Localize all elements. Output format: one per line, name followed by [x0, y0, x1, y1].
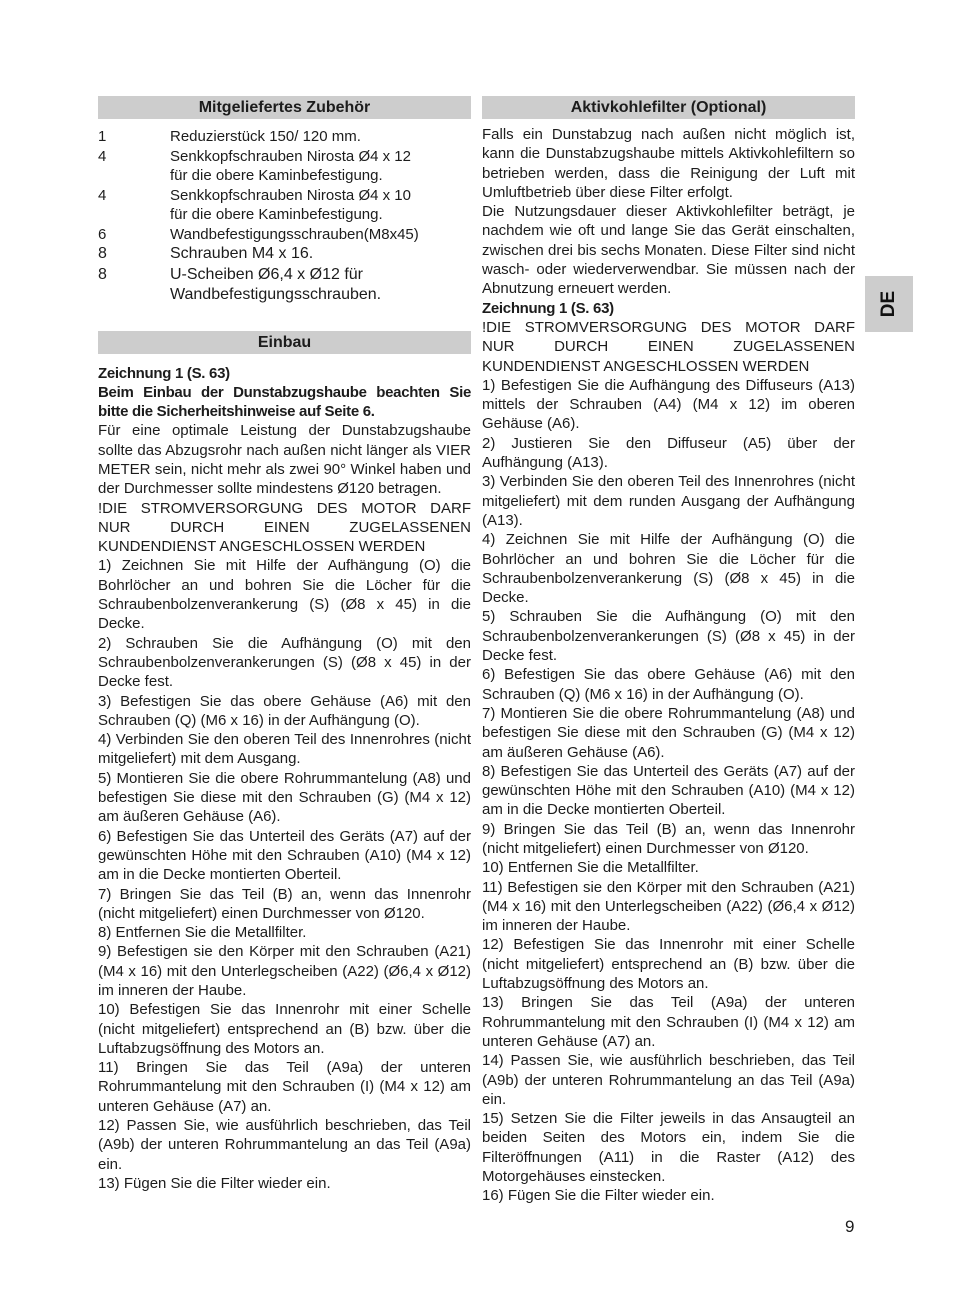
item-text: für die obere Kaminbefestigung. — [170, 167, 383, 184]
item-text: Schrauben M4 x 16. — [170, 245, 314, 262]
language-tab — [865, 276, 913, 332]
list-item — [98, 265, 471, 306]
item-qty: 8 — [98, 265, 107, 283]
list-item — [98, 186, 471, 225]
intro-paragraph: Für eine optimale Leistung der Dunstabzugshaube sollte das Abzugsrohr nach außen nicht länger als VIER METER sein, nicht mehr als zwei 90° Winkel haben und der Durchmesser sollte mindestens Ø120 betragen. — [98, 422, 471, 498]
install-step: 13) Fügen Sie die Filter wieder ein. — [98, 1174, 331, 1192]
filter-step: 4) Zeichnen Sie mit Hilfe der Aufhängung (O) die Bohrlöcher an und bohren Sie die Löcher für die Schraubenbolzenverankerung (S) (Ø8 x 45) in die Decke. — [482, 531, 855, 607]
warning-line: NUR DURCH EINEN ZUGELASSENEN — [482, 338, 855, 356]
list-item — [98, 127, 471, 147]
filter-step: 2) Justieren Sie den Diffuseur (A5) über der Aufhängung (A13). — [482, 434, 855, 472]
install-step: 12) Passen Sie, wie ausführlich beschrieben, das Teil (A9b) der unteren Rohrummantelung an das Teil (A9a) ein. — [98, 1117, 471, 1173]
item-qty: 6 — [98, 225, 107, 243]
accessories-heading: Mitgeliefertes Zubehör — [98, 96, 471, 119]
install-step: 11) Bringen Sie das Teil (A9a) der unteren Rohrummantelung mit den Schrauben (I) (M4 x 12) am unteren Gehäuse (A7) an. — [98, 1059, 471, 1115]
install-step: 7) Bringen Sie das Teil (B) an, wenn das Innenrohr (nicht mitgeliefert) einen Durchmesser von Ø120. — [98, 885, 471, 922]
filter-step: 3) Verbinden Sie den oberen Teil des Innenrohres (nicht mitgeliefert) mit dem runden Ausgang der Aufhängung (A13). — [482, 473, 855, 529]
accessories-list — [98, 127, 471, 306]
item-qty: 8 — [98, 245, 107, 262]
install-step: 1) Zeichnen Sie mit Hilfe der Aufhängung (O) die Bohrlöcher an und bohren Sie die Löcher für die Schraubenbolzenverankerung (S) (Ø8 x 45) in die Decke. — [98, 557, 471, 633]
list-item — [98, 225, 471, 245]
install-step: 3) Befestigen Sie das obere Gehäuse (A6) mit den Schrauben (Q) (M6 x 16) in der Aufhängung (O). — [98, 692, 471, 729]
filter-paragraph: Die Nutzungsdauer dieser Aktivkohlefilter beträgt, je nachdem wie oft und lange Sie das Gerät einschalten, zwischen drei bis sechs Monaten. Diese Filter sind nicht wasch- oder wiederverwendbar. Sie müssen nach der Abnutzung erneuert werden. — [482, 203, 855, 298]
item-text: Senkkopfschrauben Nirosta Ø4 x 10 — [170, 186, 411, 204]
filter-paragraph: Falls ein Dunstabzug nach außen nicht möglich ist, kann die Dunstabzugshaube mittels Aktivkohlefiltern so betrieben werden, dass die Reinigung der Luft mit Umluftbetrieb über diese Filter erfolgt. — [482, 126, 855, 201]
install-step: 2) Schrauben Sie die Aufhängung (O) mit den Schraubenbolzenverankerungen (S) (Ø8 x 45) in der Decke fest. — [98, 634, 471, 691]
install-heading: Einbau — [98, 331, 471, 354]
filter-step: 7) Montieren Sie die obere Rohrummantelung (A8) und befestigen Sie diese mit den Schrauben (G) (M4 x 12) am äußeren Gehäuse (A6). — [482, 704, 855, 761]
drawing-reference: Zeichnung 1 (S. 63) — [98, 364, 230, 382]
item-qty: 1 — [98, 128, 107, 145]
warning-line: !DIE STROMVERSORGUNG DES MOTOR DARF — [98, 499, 471, 517]
install-step: 10) Befestigen Sie das Innenrohr mit einer Schelle (nicht mitgeliefert) entsprechend an (B) bzw. über die Luftabzugsöffnung des Motors an. — [98, 1001, 471, 1057]
filter-step: 9) Bringen Sie das Teil (B) an, wenn das Innenrohr (nicht mitgeliefert) einen Durchmesser von Ø120. — [482, 820, 855, 857]
filter-step: 12) Befestigen Sie das Innenrohr mit einer Schelle (nicht mitgeliefert) entsprechend an (B) bzw. über die Luftabzugsöffnung des Motors an. — [482, 936, 855, 993]
item-qty: 4 — [98, 186, 107, 204]
filter-step: 6) Befestigen Sie das obere Gehäuse (A6) mit den Schrauben (Q) (M6 x 16) in der Aufhängung (O). — [482, 666, 855, 703]
filter-step: 16) Fügen Sie die Filter wieder ein. — [482, 1187, 715, 1205]
page-number: 9 — [845, 1217, 855, 1236]
filter-step: 8) Befestigen Sie das Unterteil des Geräts (A7) auf der gewünschten Höhe mit den Schrauben (A10) (M4 x 12) am in die Decke montierten Oberteil. — [482, 762, 855, 819]
install-step: 4) Verbinden Sie den oberen Teil des Innenrohres (nicht mitgeliefert) mit dem Ausgang. — [98, 731, 471, 768]
filter-step: 14) Passen Sie, wie ausführlich beschrieben, das Teil (A9b) der unteren Rohrummantelung an das Teil (A9a) ein. — [482, 1052, 855, 1108]
language-tab-label: DE — [878, 290, 899, 318]
install-step: 6) Befestigen Sie das Unterteil des Geräts (A7) auf der gewünschten Höhe mit den Schrauben (A10) (M4 x 12) am in die Decke montierten Oberteil. — [98, 827, 471, 884]
item-text: Senkkopfschrauben Nirosta Ø4 x 12 — [170, 147, 411, 165]
warning-line: KUNDENDIENST ANGESCHLOSSEN WERDEN — [98, 538, 426, 556]
filter-step: 1) Befestigen Sie die Aufhängung des Diffuseurs (A13) mittels der Schrauben (A4) (M4 x 12) im oberen Gehäuse (A6). — [482, 376, 855, 433]
install-step: 9) Befestigen sie den Körper mit den Schrauben (A21) (M4 x 16) mit den Unterlegscheiben (A22) (Ø6,4 x Ø12) im inneren der Haube. — [98, 943, 471, 999]
list-item — [98, 147, 471, 186]
filter-step: 10) Entfernen Sie die Metallfilter. — [482, 859, 699, 877]
warning-line: NUR DURCH EINEN ZUGELASSENEN — [98, 518, 471, 536]
install-step: 5) Montieren Sie die obere Rohrummantelung (A8) und befestigen Sie diese mit den Schrauben (G) (M4 x 12) am äußeren Gehäuse (A6). — [98, 769, 471, 826]
filter-heading: Aktivkohlefilter (Optional) — [482, 96, 855, 119]
item-text: für die obere Kaminbefestigung. — [170, 206, 383, 223]
install-step: 8) Entfernen Sie die Metallfilter. — [98, 924, 307, 942]
filter-step: 13) Bringen Sie das Teil (A9a) der unteren Rohrummantelung mit den Schrauben (I) (M4 x 12) am unteren Gehäuse (A7) an. — [482, 994, 855, 1050]
filter-step: 11) Befestigen sie den Körper mit den Schrauben (A21) (M4 x 16) mit den Unterlegscheiben (A22) (Ø6,4 x Ø12) im inneren der Haube. — [482, 878, 855, 935]
item-text: Wandbefestigungsschrauben. — [170, 286, 382, 303]
item-text: U-Scheiben Ø6,4 x Ø12 für — [170, 265, 363, 283]
warning-line: !DIE STROMVERSORGUNG DES MOTOR DARF — [482, 318, 855, 336]
list-item — [98, 244, 471, 265]
drawing-reference: Zeichnung 1 (S. 63) — [482, 299, 614, 317]
item-text: Wandbefestigungsschrauben(M8x45) — [170, 225, 419, 243]
right-column — [482, 96, 855, 1206]
filter-step: 5) Schrauben Sie die Aufhängung (O) mit den Schraubenbolzenverankerungen (S) (Ø8 x 45) in der Decke fest. — [482, 608, 855, 665]
item-qty: 4 — [98, 147, 107, 165]
filter-step: 15) Setzen Sie die Filter jeweils in das Ansaugteil an beiden Seiten des Motors ein, indem Sie die Filteröffnungen (A11) in die Raster (A12) des Motorgehäuses einstecken. — [482, 1110, 855, 1186]
item-text: Reduzierstück 150/ 120 mm. — [170, 128, 361, 145]
warning-line: KUNDENDIENST ANGESCHLOSSEN WERDEN — [482, 357, 810, 375]
left-column — [98, 96, 471, 1193]
safety-note: Beim Einbau der Dunstabzugshaube beachten Sie bitte die Sicherheitshinweise auf Seite 6. — [98, 383, 471, 421]
